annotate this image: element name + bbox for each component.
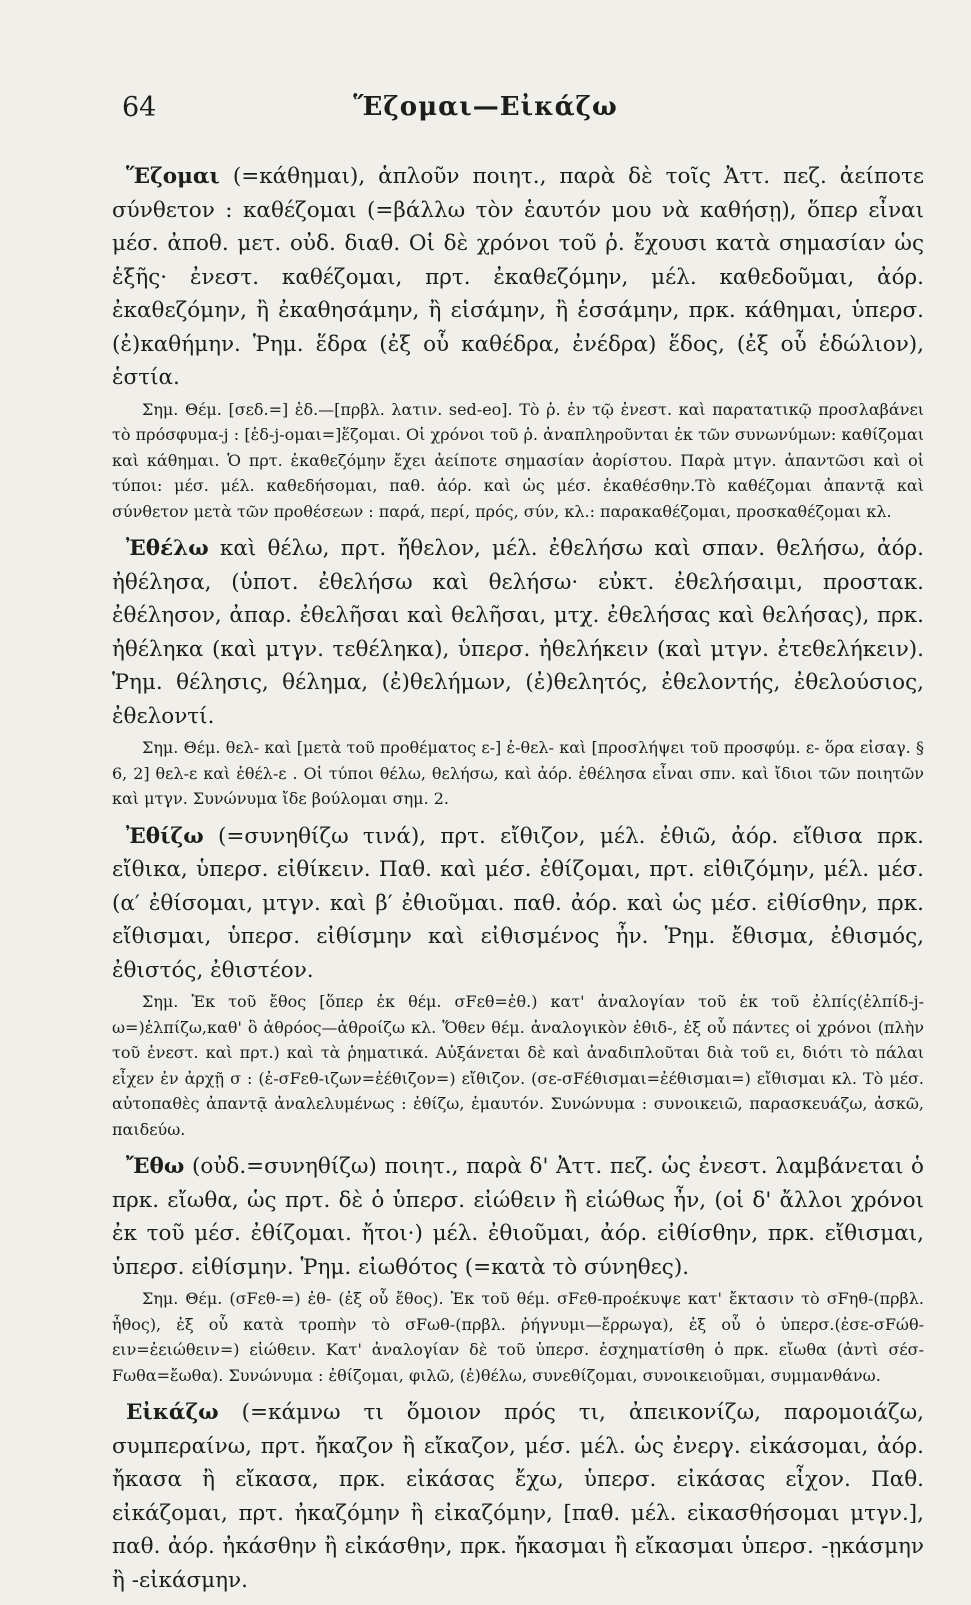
running-head [0,92,971,140]
entry-main-text [112,1150,924,1284]
entry-note: Σημ. Ἐκ τοῦ ἔθος [ὅπερ ἐκ θέμ. σFεθ=ἐθ.) κατ' ἀναλογίαν τοῦ ἐκ τοῦ ἐλπίς(ἐλπίδ-j-ω=)ἐλπίζω,καθ' ὃ ἀθρόος—ἀθροίζω κλ. Ὅθεν θέμ. ἀναλογικὸν ἐθιδ-, ἐξ οὗ πάντες οἱ χρόνοι (πλὴν τοῦ ἐνεστ. καὶ πρτ.) καὶ τὰ ῥηματικά. Αὐξάνεται δὲ καὶ ἀναδιπλοῦται διὰ τοῦ ει, διότι τὸ πάλαι εἶχεν ἐν ἀρχῇ σ : (ἐ-σFεθ-ιζων=ἐέθιζον=) εἴθιζον. (σε-σFέθισμαι=ἐέθισμαι=) εἴθισμαι κλ. Τὸ μέσ. αὐτοπαθὲς ἀπαντᾷ ἀναλελυμένως : ἐθίζω, ἐμαυτόν. Συνώνυμα : συνοικειῶ, παρασκευάζω, ἀσκῶ, παιδεύω. [112,992,924,1139]
dictionary-entry [112,160,924,524]
entry-definition: (οὐδ.=συνηθίζω) ποιητ., παρὰ δ' Ἀττ. πεζ. ὡς ἐνεστ. λαμβάνεται ὁ πρκ. εἴωθα, ὡς πρτ. δὲ ὁ ὑπερσ. εἰώθειν ἢ εἰώθως ἦν, (οἱ δ' ἄλλοι χρόνοι ἐκ τοῦ μέσ. ἐθίζομαι. ἤτοι·) μέλ. ἐθιοῦμαι, ἀόρ. εἰθίσθην, πρκ. εἴθισμαι, ὑπερσ. εἰθίσμην. Ῥημ. εἰωθότος (=κατὰ τὸ σύνηθες). [112,1154,924,1280]
entry-main-text [112,532,924,733]
entry-definition: καὶ θέλω, πρτ. ἤθελον, μέλ. ἐθελήσω καὶ σπαν. θελήσω, ἀόρ. ἠθέλησα, (ὑποτ. ἐθελήσω καὶ θελήσω· εὐκτ. ἐθελήσαιμι, προστακ. ἐθέλησον, ἀπαρ. ἐθελῆσαι καὶ θελῆσαι, μτχ. ἐθελήσας καὶ θελήσας), πρκ. ἠθέληκα (καὶ μτγν. τεθέληκα), ὑπερσ. ἠθελήκειν (καὶ μτγν. ἐτεθελήκειν). Ῥημ. θέλησις, θέλημα, (ἐ)θελήμων, (ἐ)θελητός, ἐθελοντής, ἐθελούσιος, ἐθελοντί. [112,536,924,729]
entry-headword: Ἕζομαι [126,164,220,189]
entry-main-text [112,1396,924,1597]
entry-headword: Ἐθέλω [126,536,209,561]
entry-headword: Εἰκάζω [126,1400,219,1425]
entry-main-text [112,820,924,988]
entry-main-text [112,160,924,395]
entry-definition: (=κάθημαι), ἁπλοῦν ποιητ., παρὰ δὲ τοῖς Ἀττ. πεζ. ἀείποτε σύνθετον : καθέζομαι (=βάλλω τὸν ἑαυτόν μου νὰ καθήσῃ), ὅπερ εἶναι μέσ. ἀποθ. μετ. οὐδ. διαθ. Οἱ δὲ χρόνοι τοῦ ῥ. ἔχουσι κατὰ σημασίαν ὡς ἑξῆς· ἐνεστ. καθέζομαι, πρτ. ἐκαθεζόμην, μέλ. καθεδοῦμαι, ἀόρ. ἐκαθεζόμην, ἢ ἐκαθησάμην, ἢ εἱσάμην, ἢ ἑσσάμην, πρκ. κάθημαι, ὑπερσ. (ἐ)καθήμην. Ῥημ. ἕδρα (ἐξ οὗ καθέδρα, ἐνέδρα) ἕδος, (ἐξ οὗ ἑδώλιον), ἑστία. [112,164,924,390]
entry-headword: Ἐθίζω [126,823,204,849]
entry-definition: (=συνηθίζω τινά), πρτ. εἴθιζον, μέλ. ἐθιῶ, ἀόρ. εἴθισα πρκ. εἴθικα, ὑπερσ. εἰθίκειν. Παθ. καὶ μέσ. ἐθίζομαι, πρτ. εἰθιζόμην, μέλ. μέσ. (α′ ἐθίσομαι, μτγν. καὶ β′ ἐθιοῦμαι. παθ. ἀόρ. καὶ ὡς μέσ. εἰθίσθην, πρκ. εἴθισμαι, ὑπερσ. εἰθίσμην καὶ εἰθισμένος ἦν. Ῥημ. ἔθισμα, ἐθισμός, ἐθιστός, ἐθιστέον. [112,823,924,983]
page-number: 64 [122,92,157,123]
dictionary-entry [112,1150,924,1388]
entry-headword: Ἔθω [126,1154,185,1179]
dictionary-entry [112,820,924,1143]
dictionary-entry [112,1396,924,1597]
entry-note: Σημ. Θέμ. θελ- καὶ [μετὰ τοῦ προθέματος ε-] ἐ-θελ- καὶ [προσλήψει τοῦ προσφύμ. ε- ὅρα εἰσαγ. § 6, 2] θελ-ε καὶ ἐθέλ-ε . Οἱ τύποι θέλω, θελήσω, καὶ ἀόρ. ἐθέλησα εἶναι σπν. καὶ ἴδιοι τῶν ποιητῶν καὶ μτγν. Συνώνυμα ἴδε βούλομαι σημ. 2. [112,738,924,808]
entry-definition: (=κάμνω τι ὅμοιον πρός τι, ἀπεικονίζω, παρομοιάζω, συμπεραίνω, πρτ. ἤκαζον ἢ εἴκαζον, μέσ. μέλ. ὡς ἐνεργ. εἰκάσομαι, ἀόρ. ἤκασα ἢ εἴκασα, πρκ. εἰκάσας ἔχω, ὑπερσ. εἰκάσας εἶχον. Παθ. εἰκάζομαι, πρτ. ἠκαζόμην ἢ εἰκαζόμην, [παθ. μέλ. εἰκασθήσομαι μτγν.], παθ. ἀόρ. ἠκάσθην ἢ εἰκάσθην, πρκ. ἤκασμαι ἢ εἴκασμαι ὑπερσ. -ῃκάσμην ἢ -εἰκάσμην. [112,1400,924,1593]
entry-note: Σημ. Θέμ. [σεδ.=] ἑδ.—[πρβλ. λατιν. sed-eo]. Τὸ ῥ. ἐν τῷ ἐνεστ. καὶ παρατατικῷ προσλαβάνει τὸ πρόσφυμα-j : [ἑδ-j-ομαι=]ἕζομαι. Οἱ χρόνοι τοῦ ῥ. ἀναπληροῦνται ἐκ τῶν συνωνύμων: καθίζομαι καὶ κάθημαι. Ὁ πρτ. ἐκαθεζόμην ἔχει ἀείποτε σημασίαν ἀορίστου. Παρὰ μτγν. ἀπαντῶσι καὶ οἱ τύποι: μέσ. μέλ. καθεδήσομαι, παθ. ἀόρ. καὶ ὡς μέσ. ἐκαθέσθην.Τὸ καθέζομαι ἀπαντᾷ καὶ σύνθετον μετὰ τῶν προθέσεων : παρά, περί, πρός, σύν, κλ.: παρακαθέζομαι, προσκαθέζομαι κλ. [112,399,924,521]
dictionary-entry [112,532,924,812]
running-title: Ἕζομαι—Εἰκάζω [353,92,618,122]
entry-note: Σημ. Θέμ. (σFεθ-=) ἐθ- (ἐξ οὗ ἔθος). Ἐκ τοῦ θέμ. σFεθ-προέκυψε κατ' ἔκτασιν τὸ σFηθ-(πρβλ. ἦθος), ἐξ οὗ κατὰ τροπὴν τὸ σFωθ-(πρβλ. ῥήγνυμι—ἔρρωγα), ἐξ οὗ ὁ ὑπερσ.(ἐσε-σFώθ-ειν=ἐειώθειν=) εἰώθειν. Κατ' ἀναλογίαν δὲ τοῦ ὑπερσ. ἐσχηματίσθη ὁ πρκ. εἴωθα (ἀντὶ σέσ-Fωθα=ἔωθα). Συνώνυμα : ἐθίζομαι, φιλῶ, (ἐ)θέλω, συνεθίζομαι, συνοικειοῦμαι, συμμανθάνω. [112,1289,924,1385]
page-body [112,160,924,1605]
